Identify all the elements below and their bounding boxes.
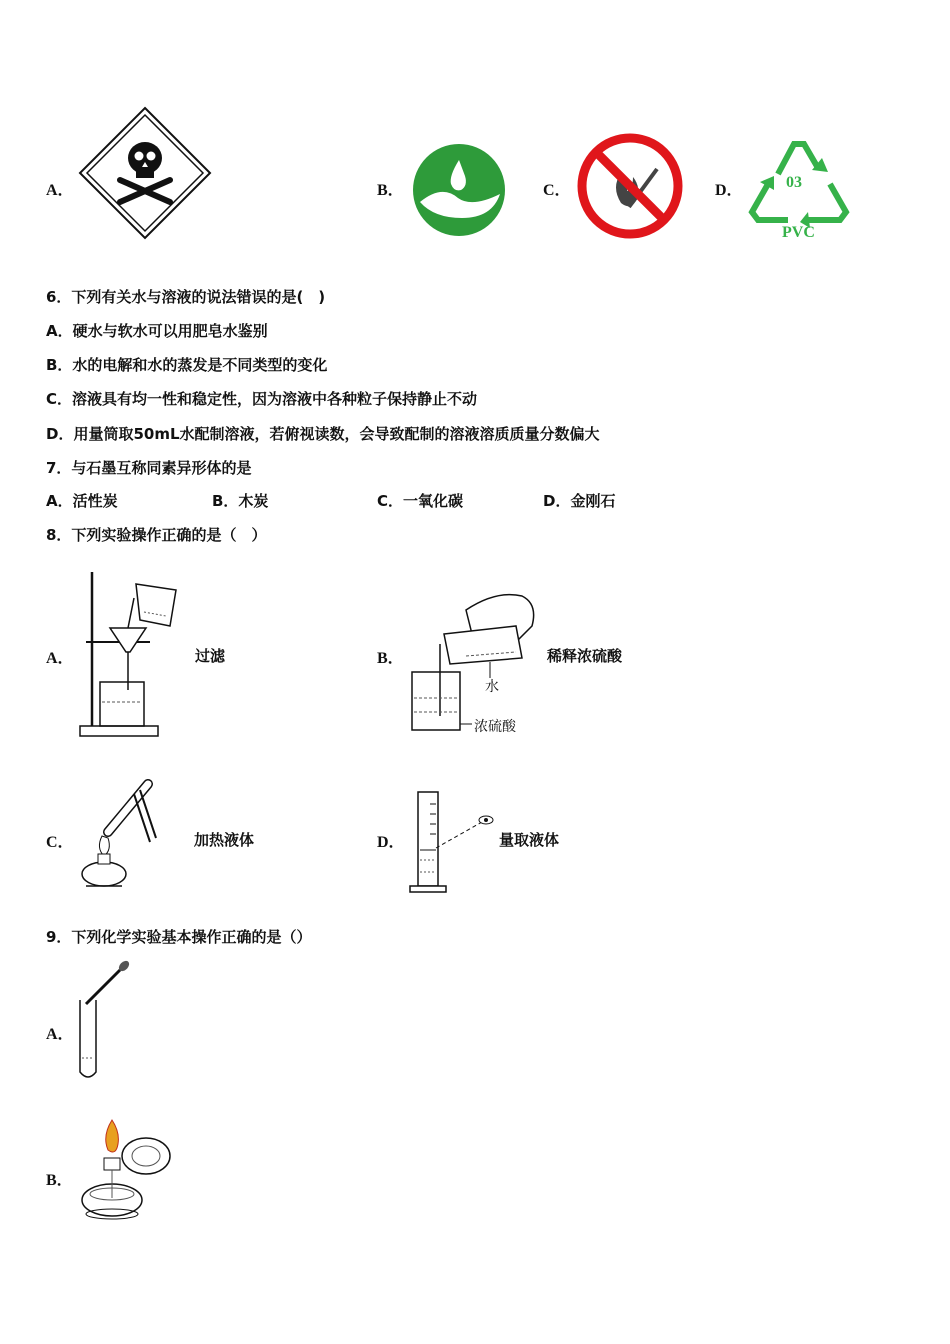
q6-option-d: D．用量筒取50mL水配制溶液，若俯视读数，会导致配制的溶液溶质质量分数偏大 [46,425,600,443]
recycle-material: PVC [782,224,815,241]
q7-stem: 7．与石墨互称同素异形体的是 [46,459,252,477]
heating-liquid-icon [78,780,188,890]
q5-option-d-label: D． [715,182,743,199]
q9-option-b-label: B． [46,1172,73,1189]
q8-option-c-caption: 加热液体 [194,831,255,849]
q6-option-b: B．水的电解和水的蒸发是不同类型的变化 [46,356,328,374]
acid-dilution-icon [404,586,544,736]
q6-option-a: A．硬水与软水可以用肥皂水鉴别 [46,322,268,340]
q8-option-a-caption: 过滤 [195,647,226,665]
toxic-hazard-icon [78,106,212,240]
q8-option-b-caption: 稀释浓硫酸 [547,647,623,665]
dropper-test-tube-icon [76,960,136,1082]
recycle-number: 03 [786,174,802,191]
q8-option-a-label: A． [46,650,74,667]
q5-option-c-label: C． [543,182,571,199]
water-saving-icon [412,144,506,236]
q6-option-c: C．溶液具有均一性和稳定性，因为溶液中各种粒子保持静止不动 [46,390,478,408]
q7-option-c: C．一氧化碳 [377,492,464,510]
q8-option-b-acid-label: 浓硫酸 [474,719,516,735]
no-fire-icon [577,133,683,239]
alcohol-lamp-icon [76,1116,176,1222]
filtration-apparatus-icon [78,570,188,738]
q8-option-d-label: D． [377,834,405,851]
q9-stem: 9．下列化学实验基本操作正确的是（） [46,928,312,946]
q7-option-d: D．金刚石 [543,492,616,510]
q8-option-d-caption: 量取液体 [499,831,560,849]
q7-option-a: A．活性炭 [46,492,118,510]
q8-option-b-water-label: 水 [485,679,499,695]
q8-option-c-label: C． [46,834,74,851]
q8-stem: 8．下列实验操作正确的是（ ） [46,526,267,544]
q6-stem: 6．下列有关水与溶液的说法错误的是( ) [46,288,326,306]
q5-option-a-label: A． [46,182,74,199]
q9-option-a-label: A． [46,1026,74,1043]
q7-option-b: B．木炭 [212,492,269,510]
graduated-cylinder-icon [406,790,496,894]
q8-option-b-label: B． [377,650,404,667]
q5-option-b-label: B． [377,182,404,199]
